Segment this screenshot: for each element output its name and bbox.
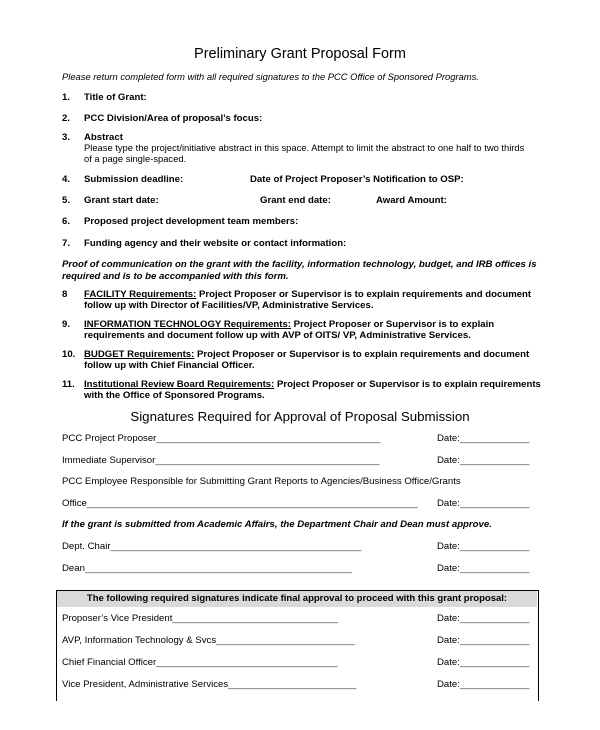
- item-title-of-grant: [62, 92, 147, 103]
- requirement-heading: BUDGET Requirements:: [84, 349, 195, 360]
- signature-field[interactable]: ________________________: [228, 679, 357, 690]
- signature-field[interactable]: _______________________________: [172, 613, 338, 624]
- final-date-vp-admin: [437, 679, 529, 690]
- requirement-budget-line2: follow up with Chief Financial Officer.: [84, 360, 255, 371]
- item-label: PCC Division/Area of proposal’s focus:: [84, 113, 263, 124]
- requirement-it-line2: requirements and document follow up with AVP of OITS/ VP, Administrative Services.: [84, 330, 471, 341]
- signature-label: Proposer’s Vice President: [62, 613, 173, 624]
- grant-end-date-label: Grant end date:: [260, 195, 331, 206]
- date-label: Date:: [437, 657, 460, 668]
- final-row-vp-admin: [62, 679, 356, 690]
- requirement-irb: [62, 379, 541, 390]
- signature-field[interactable]: _______________________________________________: [110, 541, 362, 552]
- date-field[interactable]: _____________: [459, 455, 530, 466]
- item-number: 1.: [62, 92, 71, 103]
- date-row-dept-chair: [437, 541, 529, 552]
- requirement-facility: [62, 289, 532, 300]
- instruction-note: Please return completed form with all required signatures to the PCC Office of Sponsored Programs.: [62, 71, 479, 82]
- signature-field[interactable]: ______________________________________________________________: [86, 498, 418, 509]
- signature-label: PCC Project Proposer: [62, 433, 157, 444]
- final-date-cfo: [437, 657, 529, 668]
- requirement-budget: [62, 349, 530, 360]
- award-amount-label: Award Amount:: [376, 195, 447, 206]
- final-date-avp-it: [437, 635, 529, 646]
- final-approval-heading: The following required signatures indicate final approval to proceed with this grant proposal:: [57, 591, 537, 607]
- date-field[interactable]: _____________: [459, 679, 530, 690]
- item-label: Abstract: [84, 132, 123, 143]
- item-number: 7.: [62, 238, 71, 249]
- final-row-vice-president: [62, 613, 338, 624]
- item-number: 8: [62, 289, 68, 300]
- signature-label: Dean: [62, 563, 85, 574]
- date-field[interactable]: _____________: [459, 563, 530, 574]
- item-number: 4.: [62, 174, 71, 185]
- requirement-facility-line2: follow up with Director of Facilities/VP, Administrative Services.: [84, 300, 374, 311]
- requirement-heading: FACILITY Requirements:: [84, 289, 197, 300]
- signature-row-dean: [62, 563, 352, 574]
- signature-row-dept-chair: [62, 541, 361, 552]
- date-row-supervisor: [437, 455, 529, 466]
- date-label: Date:: [437, 498, 460, 509]
- item-team-members: [62, 216, 299, 227]
- item-label: Submission deadline:: [84, 174, 184, 185]
- academic-affairs-note: If the grant is submitted from Academic Affairs, the Department Chair and Dean must approve.: [62, 519, 492, 530]
- final-row-cfo: [62, 657, 338, 668]
- item-submission-deadline: [62, 174, 184, 185]
- item-number: 3.: [62, 132, 71, 143]
- date-label: Date:: [437, 679, 460, 690]
- final-row-avp-it: [62, 635, 355, 646]
- signature-row-supervisor: [62, 455, 379, 466]
- signature-field[interactable]: __________________________________________________: [84, 563, 352, 574]
- requirement-text: Project Proposer or Supervisor is to explain requirements and document: [194, 349, 530, 360]
- date-field[interactable]: _____________: [459, 498, 530, 509]
- signature-label: Vice President, Administrative Services: [62, 679, 229, 690]
- date-label: Date:: [437, 455, 460, 466]
- item-number: 11.: [62, 379, 75, 390]
- item-abstract: [62, 132, 123, 143]
- signature-row-office: [62, 498, 418, 509]
- requirement-text: Project Proposer or Supervisor is to explain: [291, 319, 495, 330]
- date-field[interactable]: _____________: [459, 541, 530, 552]
- final-date-vice-president: [437, 613, 529, 624]
- item-division: [62, 113, 263, 124]
- date-label: Date:: [437, 433, 460, 444]
- item-number: 6.: [62, 216, 71, 227]
- date-label: Date:: [437, 541, 460, 552]
- requirement-text: Project Proposer or Supervisor is to explain requirements and document: [196, 289, 532, 300]
- abstract-description-line2: of a page single-spaced.: [84, 153, 187, 164]
- item-number: 9.: [62, 319, 71, 330]
- requirement-heading: INFORMATION TECHNOLOGY Requirements:: [84, 319, 291, 330]
- signature-field[interactable]: __________________________: [216, 635, 355, 646]
- signature-field[interactable]: __________________________________________: [156, 433, 381, 444]
- date-row-pcc-proposer: [437, 433, 529, 444]
- date-field[interactable]: _____________: [459, 657, 530, 668]
- item-grant-dates: [62, 195, 159, 206]
- date-row-office: [437, 498, 529, 509]
- date-row-dean: [437, 563, 529, 574]
- signature-row-pcc-proposer: [62, 433, 380, 444]
- date-label: Date:: [437, 563, 460, 574]
- employee-responsible-label: PCC Employee Responsible for Submitting Grant Reports to Agencies/Business Office/Grants: [62, 476, 461, 487]
- signature-field[interactable]: __________________________________________: [155, 455, 380, 466]
- date-field[interactable]: _____________: [459, 613, 530, 624]
- signature-label: Chief Financial Officer: [62, 657, 157, 668]
- item-label: Title of Grant:: [84, 92, 147, 103]
- item-label: Grant start date:: [84, 195, 159, 206]
- date-label: Date:: [437, 613, 460, 624]
- requirement-heading: Institutional Review Board Requirements:: [84, 379, 275, 390]
- item-number: 2.: [62, 113, 71, 124]
- abstract-description-line1: Please type the project/initiative abstract in this space. Attempt to limit the abstract to one half to two thirds: [84, 142, 525, 153]
- signature-label: AVP, Information Technology & Svcs: [62, 635, 217, 646]
- date-field[interactable]: _____________: [459, 635, 530, 646]
- requirement-irb-line2: with the Office of Sponsored Programs.: [84, 390, 265, 401]
- item-label: Funding agency and their website or contact information:: [84, 238, 347, 249]
- proof-of-communication-note: Proof of communication on the grant with the facility, information technology, budget, and IRB offices is required and is to be accompanied with this form.: [62, 259, 537, 282]
- signature-label: Dept. Chair: [62, 541, 111, 552]
- item-number: 10.: [62, 349, 76, 360]
- signature-label: Immediate Supervisor: [62, 455, 156, 466]
- item-number: 5.: [62, 195, 71, 206]
- date-field[interactable]: _____________: [459, 433, 530, 444]
- date-label: Date:: [437, 635, 460, 646]
- requirement-it: [62, 319, 495, 330]
- item-funding-agency: [62, 238, 347, 249]
- notification-date-label: Date of Project Proposer’s Notification to OSP:: [250, 174, 464, 185]
- signature-label: Office: [62, 498, 87, 509]
- signature-field[interactable]: __________________________________: [156, 657, 338, 668]
- form-title: Preliminary Grant Proposal Form: [194, 46, 406, 62]
- item-label: Proposed project development team members:: [84, 216, 299, 227]
- signatures-heading: Signatures Required for Approval of Proposal Submission: [130, 409, 470, 424]
- requirement-text: Project Proposer or Supervisor is to explain requirements: [274, 379, 541, 390]
